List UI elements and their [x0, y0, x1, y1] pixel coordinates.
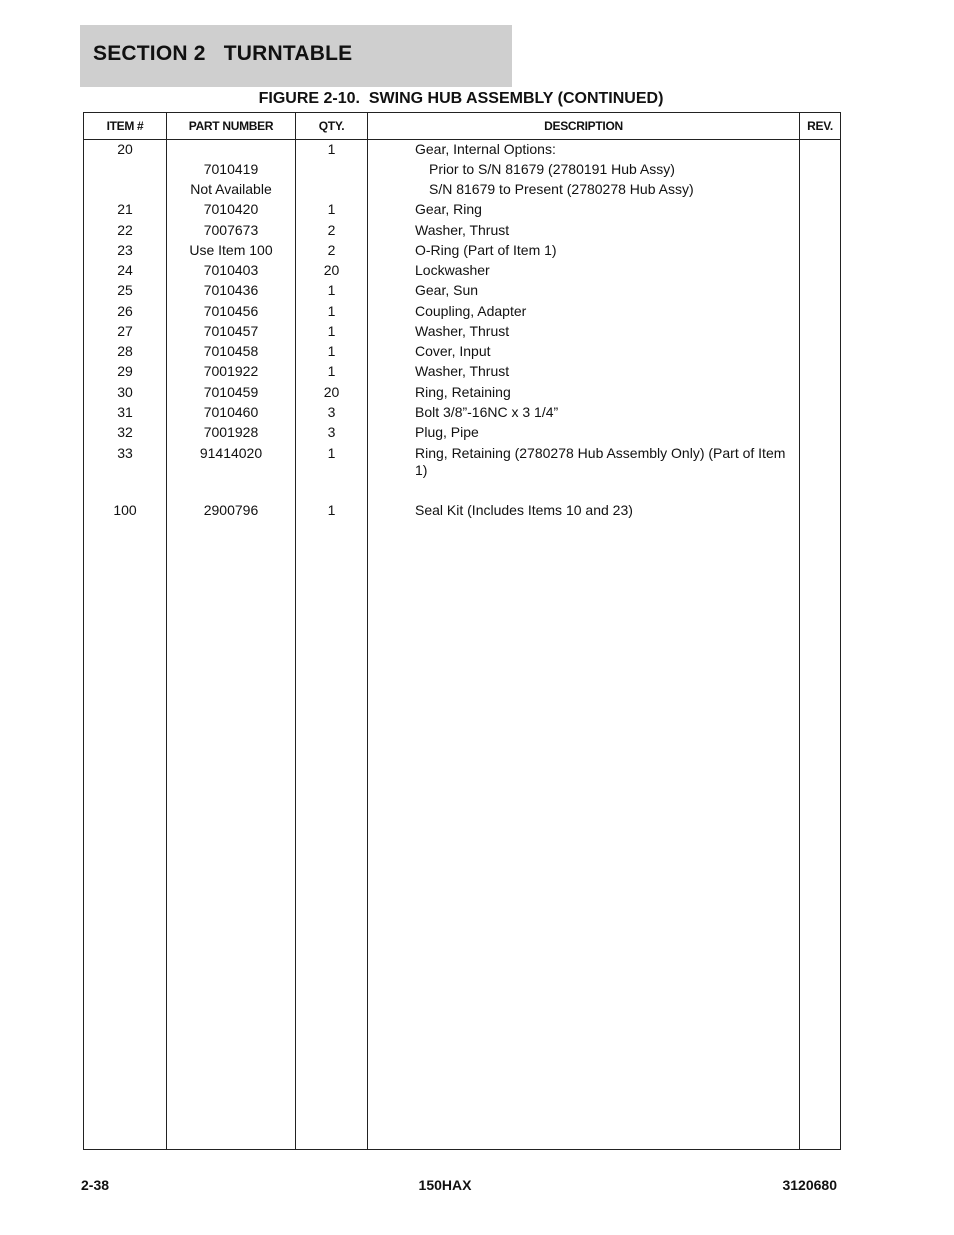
part-number: 7007673 [203, 222, 259, 238]
quantity: 1 [327, 282, 336, 298]
description: Prior to S/N 81679 (2780191 Hub Assy) [429, 161, 675, 177]
part-number: 2900796 [203, 502, 259, 518]
quantity: 20 [323, 384, 340, 400]
description: Washer, Thrust [415, 363, 510, 379]
part-number: 7010459 [203, 384, 259, 400]
part-number: 7001928 [203, 424, 259, 440]
description: Gear, Internal Options: [415, 141, 556, 157]
part-number: Use Item 100 [189, 242, 273, 258]
description: Washer, Thrust [415, 323, 510, 339]
parts-table [83, 112, 841, 1150]
part-number: 7010458 [203, 343, 259, 359]
item-number: 33 [117, 445, 133, 461]
description: Gear, Sun [415, 282, 479, 298]
item-number: 22 [117, 222, 133, 238]
part-number: 7010456 [203, 303, 259, 319]
page-number: 2-38 [81, 1177, 110, 1193]
part-number: 7010420 [203, 201, 259, 217]
description: S/N 81679 to Present (2780278 Hub Assy) [429, 181, 694, 197]
item-number: 26 [117, 303, 133, 319]
header-item: ITEM # [106, 119, 144, 133]
quantity: 3 [327, 404, 336, 420]
part-number: 7001922 [203, 363, 259, 379]
document-number: 3120680 [782, 1177, 837, 1193]
item-number: 24 [117, 262, 133, 278]
column-divider [799, 113, 800, 1149]
part-number: 7010419 [203, 161, 259, 177]
item-number: 25 [117, 282, 133, 298]
description: Ring, Retaining [415, 384, 511, 400]
quantity: 2 [327, 242, 336, 258]
description: Seal Kit (Includes Items 10 and 23) [415, 502, 633, 518]
description: Coupling, Adapter [415, 303, 527, 319]
description: Lockwasher [415, 262, 490, 278]
description: Plug, Pipe [415, 424, 479, 440]
section-title: SECTION 2 TURNTABLE [93, 42, 353, 65]
section-header [80, 25, 512, 87]
quantity: 1 [327, 303, 336, 319]
quantity: 1 [327, 201, 336, 217]
item-number: 28 [117, 343, 133, 359]
quantity: 1 [327, 363, 336, 379]
part-number: 7010457 [203, 323, 259, 339]
part-number: 7010403 [203, 262, 259, 278]
quantity: 1 [327, 141, 336, 157]
quantity: 1 [327, 323, 336, 339]
figure-title: FIGURE 2-10. SWING HUB ASSEMBLY (CONTINUED) [258, 90, 664, 107]
header-part-number: PART NUMBER [188, 119, 274, 133]
description: Ring, Retaining (2780278 Hub Assembly Only) (Part of Item 1) [415, 445, 786, 478]
quantity: 2 [327, 222, 336, 238]
item-number: 27 [117, 323, 133, 339]
description: O-Ring (Part of Item 1) [415, 242, 557, 258]
item-number: 23 [117, 242, 133, 258]
header-divider [84, 139, 840, 140]
column-divider [367, 113, 368, 1149]
item-number: 31 [117, 404, 133, 420]
description: Washer, Thrust [415, 222, 510, 238]
header-qty: QTY. [318, 119, 345, 133]
item-number: 21 [117, 201, 133, 217]
description: Bolt 3/8”-16NC x 3 1/4” [415, 404, 559, 420]
quantity: 1 [327, 445, 336, 461]
quantity: 20 [323, 262, 340, 278]
part-number: 7010460 [203, 404, 259, 420]
item-number: 32 [117, 424, 133, 440]
quantity: 1 [327, 343, 336, 359]
item-number: 20 [117, 141, 133, 157]
quantity: 1 [327, 502, 336, 518]
item-number: 29 [117, 363, 133, 379]
quantity: 3 [327, 424, 336, 440]
item-number: 30 [117, 384, 133, 400]
description: Cover, Input [415, 343, 491, 359]
header-description: DESCRIPTION [544, 119, 623, 133]
part-number: Not Available [190, 181, 272, 197]
part-number: 91414020 [199, 445, 263, 461]
item-number: 100 [113, 502, 137, 518]
header-rev: REV. [807, 119, 833, 133]
description: Gear, Ring [415, 201, 482, 217]
part-number: 7010436 [203, 282, 259, 298]
model-name: 150HAX [418, 1177, 472, 1193]
